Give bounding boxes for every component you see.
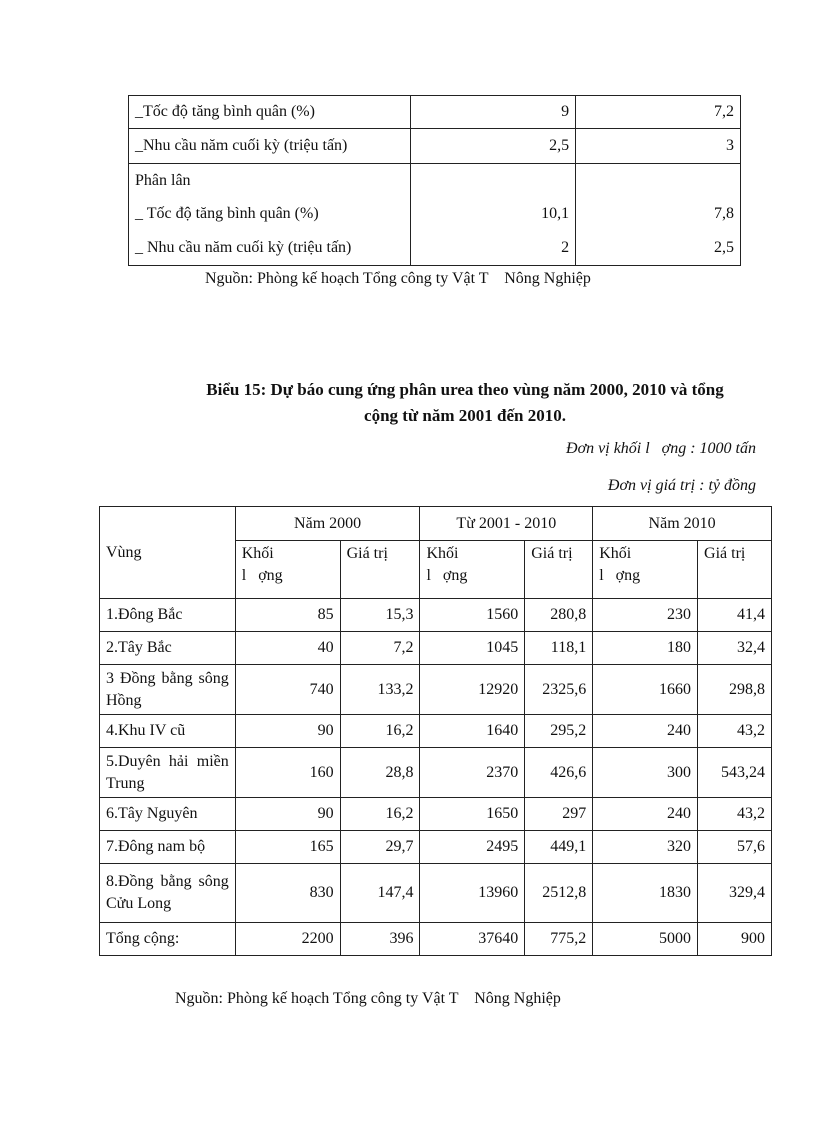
table-title-line1: Biểu 15: Dự báo cung ứng phân urea theo vùng năm 2000, 2010 và tổng <box>206 380 724 399</box>
table-row <box>100 831 772 864</box>
qty-2001-2010-cell: 13960 <box>420 864 525 923</box>
value-header: Giá trị <box>698 541 772 599</box>
qty-2001-2010-cell: 37640 <box>420 923 525 956</box>
value-header: Giá trị <box>340 541 420 599</box>
value-2000-cell: 15,3 <box>340 599 420 632</box>
region-cell: Tổng cộng: <box>100 923 236 956</box>
table-row <box>129 164 741 198</box>
qty-2010-cell: 1660 <box>593 665 698 715</box>
value-2000-cell: 7,2 <box>340 632 420 665</box>
value-next: 2,5 <box>576 230 741 266</box>
value-header: Giá trị <box>525 541 593 599</box>
value-2001-2010-cell: 280,8 <box>525 599 593 632</box>
value-next <box>576 164 741 198</box>
value-2000-cell: 396 <box>340 923 420 956</box>
value-2010-cell: 41,4 <box>698 599 772 632</box>
qty-2001-2010-cell: 1560 <box>420 599 525 632</box>
table-row <box>100 923 772 956</box>
fertilizer-demand-table <box>128 95 741 266</box>
value-2001-2010-cell: 297 <box>525 798 593 831</box>
row-label: _Nhu cầu năm cuối kỳ (triệu tấn) <box>129 129 411 164</box>
region-cell: 8.Đồng bằng sông Cửu Long <box>100 864 236 923</box>
value-current <box>411 164 576 198</box>
qty-2001-2010-cell: 2495 <box>420 831 525 864</box>
region-cell: 4.Khu IV cũ <box>100 715 236 748</box>
qty-2001-2010-cell: 12920 <box>420 665 525 715</box>
table-title-line2: cộng từ năm 2001 đến 2010. <box>364 406 566 425</box>
qty-2010-cell: 180 <box>593 632 698 665</box>
value-2010-cell: 32,4 <box>698 632 772 665</box>
qty-2000-cell: 2200 <box>235 923 340 956</box>
region-cell: 7.Đông nam bộ <box>100 831 236 864</box>
value-2001-2010-cell: 118,1 <box>525 632 593 665</box>
region-cell: 6.Tây Nguyên <box>100 798 236 831</box>
row-label: _ Tốc độ tăng bình quân (%) <box>129 197 411 230</box>
table-row <box>100 864 772 923</box>
value-2001-2010-cell: 2512,8 <box>525 864 593 923</box>
group-header-2000: Năm 2000 <box>235 507 420 541</box>
table-row <box>100 715 772 748</box>
table-row <box>129 96 741 129</box>
value-current: 9 <box>411 96 576 129</box>
value-2000-cell: 133,2 <box>340 665 420 715</box>
qty-header: Khối l ợng <box>235 541 340 599</box>
qty-2000-cell: 90 <box>235 798 340 831</box>
region-header: Vùng <box>100 507 236 599</box>
value-current: 2,5 <box>411 129 576 164</box>
value-2010-cell: 329,4 <box>698 864 772 923</box>
qty-2000-cell: 160 <box>235 748 340 798</box>
table-row <box>100 632 772 665</box>
qty-2000-cell: 90 <box>235 715 340 748</box>
row-label: Phân lân <box>129 164 411 198</box>
value-2000-cell: 28,8 <box>340 748 420 798</box>
qty-2010-cell: 240 <box>593 715 698 748</box>
value-next: 3 <box>576 129 741 164</box>
value-2010-cell: 900 <box>698 923 772 956</box>
table-row <box>100 599 772 632</box>
value-next: 7,2 <box>576 96 741 129</box>
value-2010-cell: 298,8 <box>698 665 772 715</box>
value-next: 7,8 <box>576 197 741 230</box>
value-current: 2 <box>411 230 576 266</box>
region-cell: 3 Đồng bằng sông Hồng <box>100 665 236 715</box>
value-2010-cell: 57,6 <box>698 831 772 864</box>
table-row <box>129 230 741 266</box>
table-row <box>129 129 741 164</box>
value-2001-2010-cell: 295,2 <box>525 715 593 748</box>
value-2000-cell: 16,2 <box>340 798 420 831</box>
table-row <box>129 197 741 230</box>
value-2001-2010-cell: 449,1 <box>525 831 593 864</box>
qty-2001-2010-cell: 1045 <box>420 632 525 665</box>
value-2001-2010-cell: 775,2 <box>525 923 593 956</box>
qty-2010-cell: 1830 <box>593 864 698 923</box>
urea-supply-forecast-table <box>99 506 772 956</box>
qty-2000-cell: 165 <box>235 831 340 864</box>
source-note-top: Nguồn: Phòng kế hoạch Tổng công ty Vật T Nông Nghiệp <box>205 270 591 287</box>
value-2001-2010-cell: 426,6 <box>525 748 593 798</box>
qty-2010-cell: 230 <box>593 599 698 632</box>
source-note-bottom: Nguồn: Phòng kế hoạch Tổng công ty Vật T Nông Nghiệp <box>175 990 561 1007</box>
qty-header: Khối l ợng <box>593 541 698 599</box>
table-row <box>100 748 772 798</box>
value-2001-2010-cell: 2325,6 <box>525 665 593 715</box>
qty-2010-cell: 320 <box>593 831 698 864</box>
value-2010-cell: 43,2 <box>698 715 772 748</box>
group-header-2010: Năm 2010 <box>593 507 772 541</box>
header-row-groups <box>100 507 772 541</box>
region-cell: 2.Tây Bắc <box>100 632 236 665</box>
fertilizer-demand-table-body <box>129 96 741 266</box>
region-cell: 5.Duyên hải miền Trung <box>100 748 236 798</box>
unit-note-value: Đơn vị giá trị : tỷ đồng <box>607 477 756 494</box>
urea-table-body <box>100 599 772 956</box>
value-2000-cell: 16,2 <box>340 715 420 748</box>
group-header-2001-2010: Từ 2001 - 2010 <box>420 507 593 541</box>
value-2000-cell: 29,7 <box>340 831 420 864</box>
unit-note-quantity: Đơn vị khối l ợng : 1000 tấn <box>566 440 756 457</box>
table-row <box>100 798 772 831</box>
qty-2001-2010-cell: 1650 <box>420 798 525 831</box>
qty-2000-cell: 40 <box>235 632 340 665</box>
qty-2000-cell: 85 <box>235 599 340 632</box>
qty-2010-cell: 300 <box>593 748 698 798</box>
table-title <box>150 377 780 429</box>
qty-2010-cell: 5000 <box>593 923 698 956</box>
row-label: _Tốc độ tăng bình quân (%) <box>129 96 411 129</box>
value-2000-cell: 147,4 <box>340 864 420 923</box>
qty-2000-cell: 830 <box>235 864 340 923</box>
qty-header: Khối l ợng <box>420 541 525 599</box>
value-2010-cell: 43,2 <box>698 798 772 831</box>
region-cell: 1.Đông Bắc <box>100 599 236 632</box>
qty-2001-2010-cell: 2370 <box>420 748 525 798</box>
qty-2010-cell: 240 <box>593 798 698 831</box>
value-current: 10,1 <box>411 197 576 230</box>
qty-2000-cell: 740 <box>235 665 340 715</box>
table-row <box>100 665 772 715</box>
qty-2001-2010-cell: 1640 <box>420 715 525 748</box>
value-2010-cell: 543,24 <box>698 748 772 798</box>
row-label: _ Nhu cầu năm cuối kỳ (triệu tấn) <box>129 230 411 266</box>
